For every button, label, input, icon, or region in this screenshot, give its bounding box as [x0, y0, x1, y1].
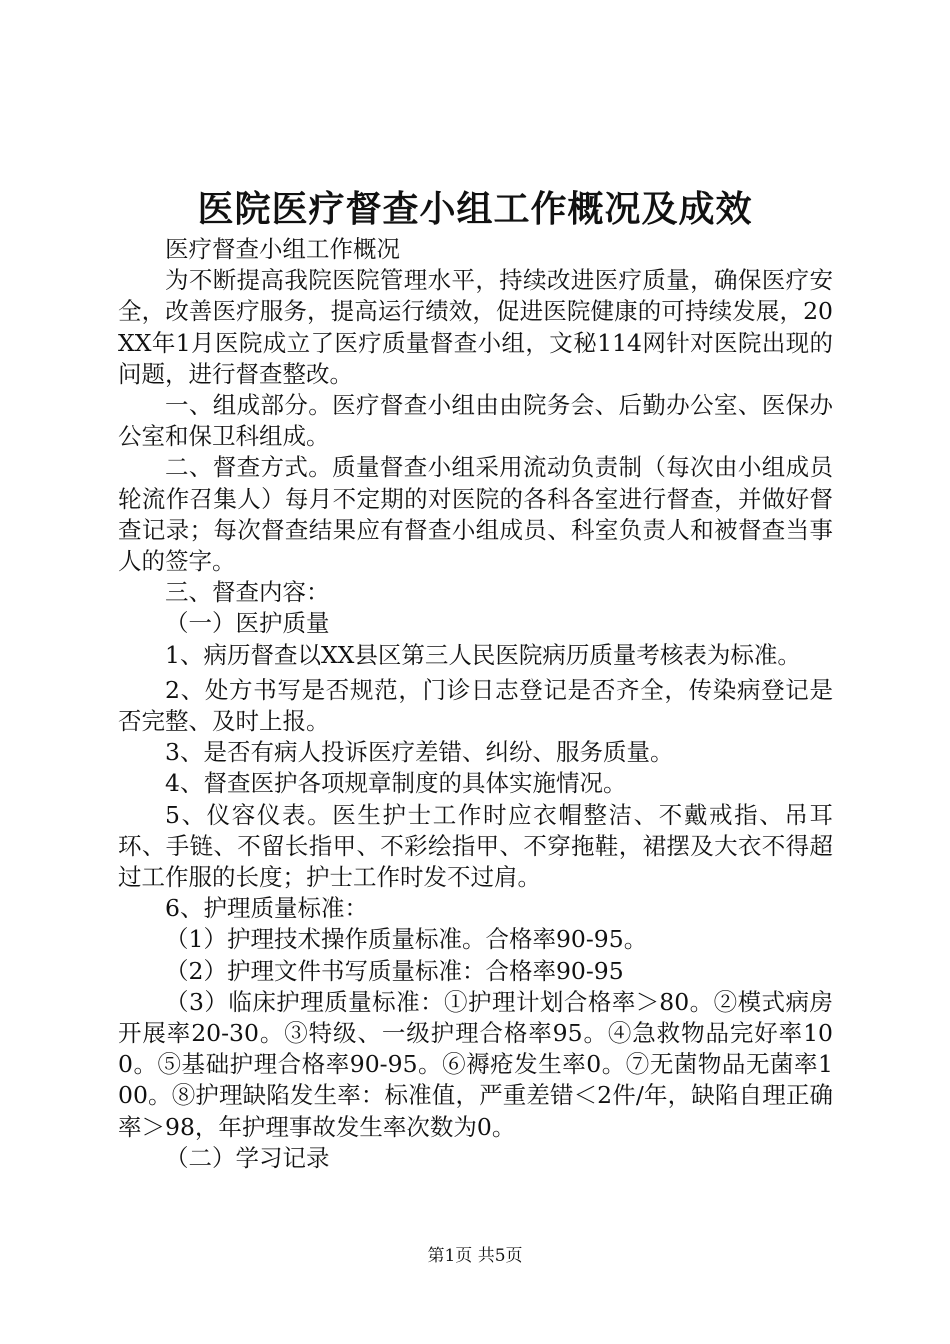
paragraph-item-4: 4、督查医护各项规章制度的具体实施情况。: [165, 769, 627, 798]
paragraph-item-6: 6、护理质量标准：: [165, 894, 368, 923]
paragraph-composition: 一、组成部分。医疗督查小组由由院务会、后勤办公室、医保办公室和保卫科组成。: [118, 391, 833, 451]
paragraph-intro: 为不断提高我院医院管理水平，持续改进医疗质量，确保医疗安全，改善医疗服务，提高运行绩效，促进医院健康的可持续发展，20XX年1月医院成立了医疗质量督查小组，文秘114网针对医院出现的问题，进行督查整改。: [118, 266, 833, 388]
paragraph-item-3: 3、是否有病人投诉医疗差错、纠纷、服务质量。: [165, 738, 674, 767]
paragraph-sub-3: （3）临床护理质量标准：①护理计划合格率＞80。②模式病房开展率20-30。③特级、一级护理合格率95。④急救物品完好率100。⑤基础护理合格率90-95。⑥褥疮发生率0。⑦无菌物品无菌率100。⑧护理缺陷发生率：标准值，严重差错＜2件/年，缺陷自理正确率＞98，年护理事故发生率次数为0。: [118, 987, 833, 1141]
paragraph-item-5: 5、仪容仪表。医生护士工作时应衣帽整洁、不戴戒指、吊耳环、手链、不留长指甲、不彩绘指甲、不穿拖鞋，裙摆及大衣不得超过工作服的长度；护士工作时发不过肩。: [118, 800, 833, 892]
document-title: 医院医疗督查小组工作概况及成效: [197, 188, 753, 230]
page-indicator: 第1页 共5页: [427, 1246, 523, 1266]
paragraph-content-heading: 三、督查内容：: [165, 578, 330, 607]
paragraph-medical-quality: （一）医护质量: [165, 609, 330, 638]
paragraph-method: 二、督查方式。质量督查小组采用流动负责制（每次由小组成员轮流作召集人）每月不定期的对医院的各科各室进行督查，并做好督查记录；每次督查结果应有督查小组成员、科室负责人和被督查当事人的签字。: [118, 453, 833, 576]
paragraph-section-heading: 医疗督查小组工作概况: [165, 235, 400, 263]
document-body: [118, 234, 833, 1174]
paragraph-item-2: 2、处方书写是否规范，门诊日志登记是否齐全，传染病登记是否完整、及时上报。: [118, 675, 833, 736]
paragraph-sub-2: （2）护理文件书写质量标准：合格率90-95: [165, 956, 624, 985]
paragraph-study-records: （二）学习记录: [165, 1143, 330, 1172]
paragraph-sub-1: （1）护理技术操作质量标准。合格率90-95。: [165, 925, 648, 954]
paragraph-item-1: 1、病历督查以XX县区第三人民医院病历质量考核表为标准。: [165, 640, 801, 669]
